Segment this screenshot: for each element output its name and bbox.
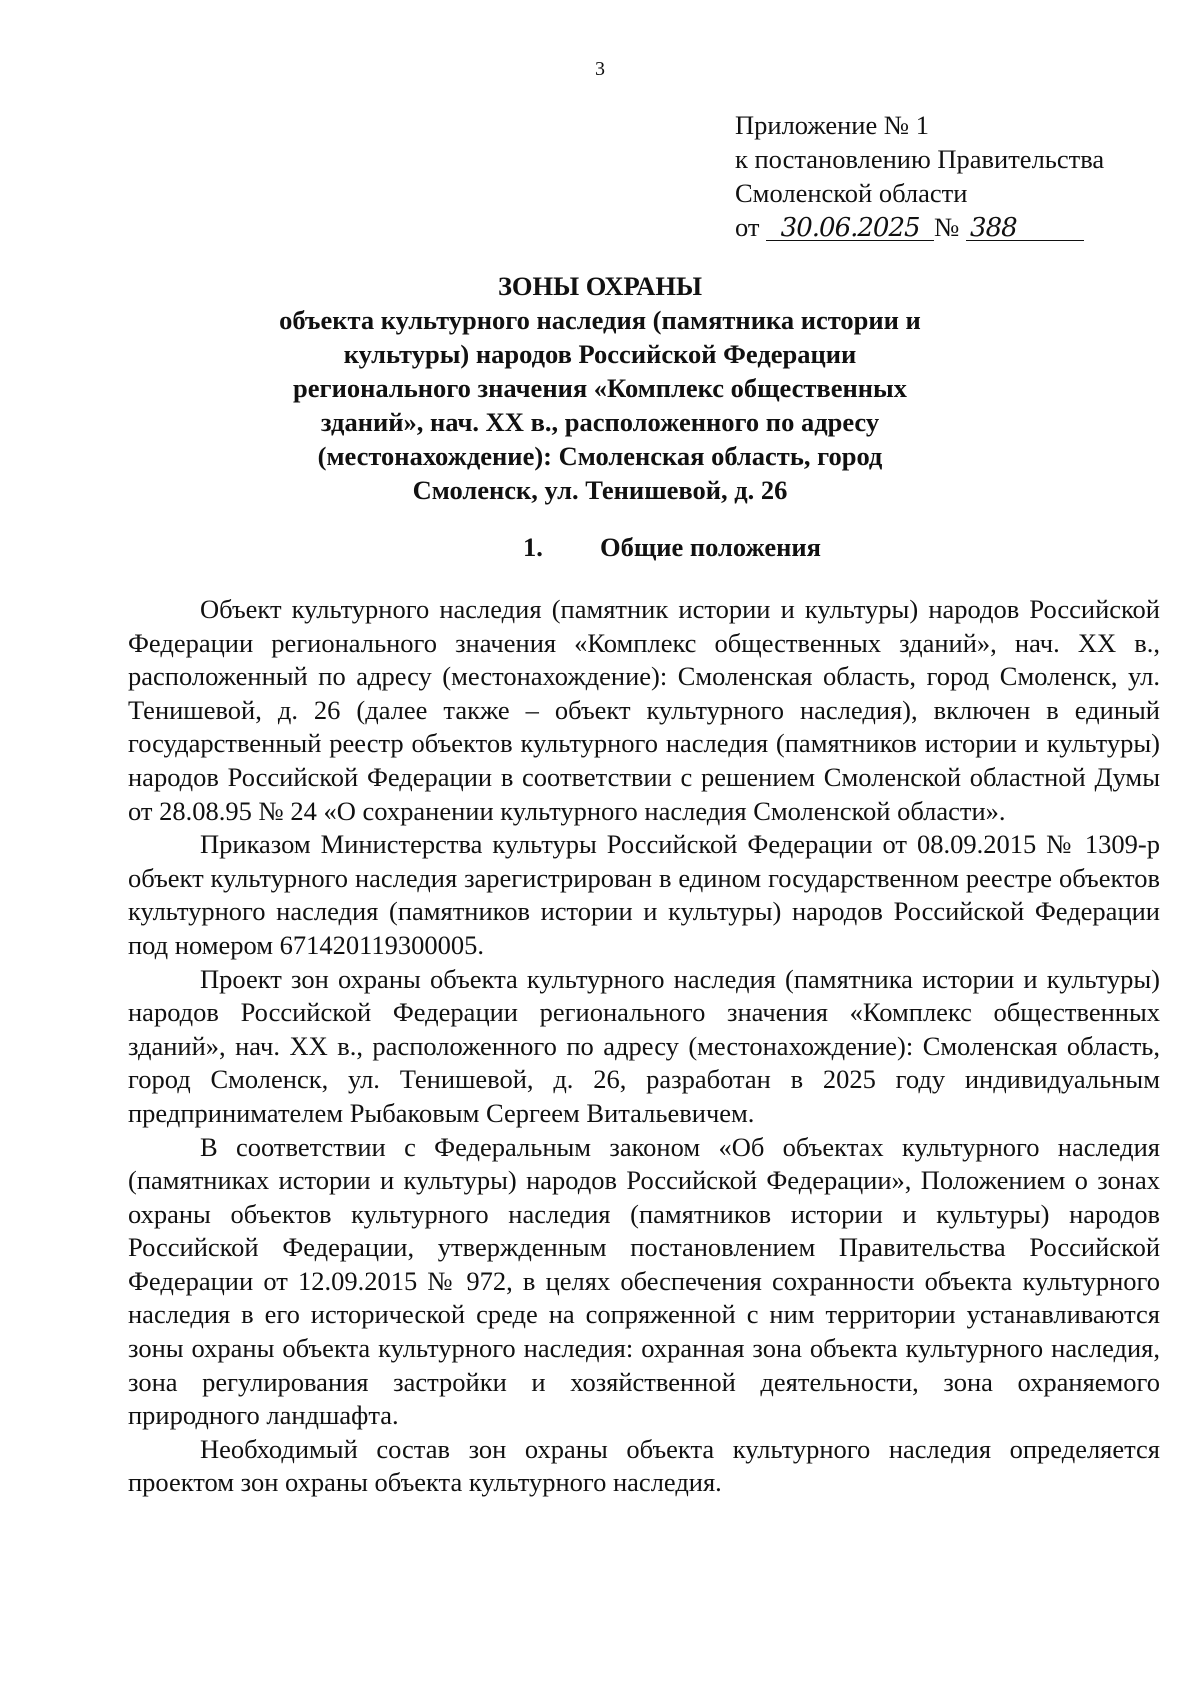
title-line: объекта культурного наследия (памятника истории и <box>279 305 921 335</box>
page-number: 3 <box>595 58 605 80</box>
appendix-title: Приложение № 1 <box>735 110 930 140</box>
appendix-region: Смоленской области <box>735 178 968 208</box>
paragraph: Приказом Министерства культуры Российской Федерации от 08.09.2015 № 1309-р объект культурного наследия зарегистрирован в едином государственном реестре объектов культурного наследия (памятников истории и культуры) народов Российской Федерации под номером 671420119300005. <box>128 829 1160 960</box>
document-title-block <box>180 269 1020 507</box>
appendix-header <box>735 108 1104 244</box>
paragraph: В соответствии с Федеральным законом «Об объектах культурного наследия (памятниках истории и культуры) народов Российской Федерации», Положением о зонах охраны объектов культурного наследия (памятников истории и культуры) народов Российской Федерации, утвержденным постановлением Правительства Российской Федерации от 12.09.2015 № 972, в целях обеспечения сохранности объекта культурного наследия в его исторической среде на сопряженной с ним территории устанавливаются зоны охраны объекта культурного наследия: охранная зона объекта культурного наследия, зона регулирования застройки и хозяйственной деятельности, зона охраняемого природного ландшафта. <box>128 1131 1160 1431</box>
document-title: ЗОНЫ ОХРАНЫ <box>497 271 703 301</box>
title-line: Смоленск, ул. Тенишевой, д. 26 <box>412 475 788 505</box>
paragraph: Объект культурного наследия (памятник истории и культуры) народов Российской Федерации регионального значения «Комплекс общественных зданий», нач. XX в., расположенный по адресу (местонахождение): Смоленская область, город Смоленск, ул. Тенишевой, д. 26 (далее также – объект культурного наследия), включен в единый государственный реестр объектов культурного наследия (памятников истории и культуры) народов Российской Федерации в соответствии с решением Смоленской областной Думы от 28.08.95 № 24 «О сохранении культурного наследия Смоленской области». <box>128 594 1160 826</box>
paragraph: Необходимый состав зон охраны объекта культурного наследия определяется проектом зон охраны объекта культурного наследия. <box>128 1433 1160 1498</box>
date-prefix: от <box>735 212 760 242</box>
section-number: 1. <box>523 532 543 562</box>
title-line: (местонахождение): Смоленская область, город <box>317 441 883 471</box>
title-line: культуры) народов Российской Федерации <box>343 339 857 369</box>
section-title: Общие положения <box>600 532 822 562</box>
appendix-resolution-ref: к постановлению Правительства <box>735 144 1105 174</box>
title-line: регионального значения «Комплекс общественных <box>293 373 907 403</box>
body-text <box>128 593 1160 1500</box>
number-label: № <box>934 212 960 242</box>
paragraph: Проект зон охраны объекта культурного наследия (памятника истории и культуры) народов Российской Федерации регионального значения «Комплекс общественных зданий», нач. XX в., расположенного по адресу (местонахождение): Смоленская область, город Смоленск, ул. Тенишевой, д. 26, разработан в 2025 году индивидуальным предпринимателем Рыбаковым Сергеем Витальевичем. <box>128 963 1160 1128</box>
appendix-date-line <box>735 210 1104 244</box>
title-line: зданий», нач. XX в., расположенного по адресу <box>320 407 880 437</box>
handwritten-date: 30.06.2025 <box>766 216 934 241</box>
handwritten-number: 388 <box>966 216 1084 241</box>
